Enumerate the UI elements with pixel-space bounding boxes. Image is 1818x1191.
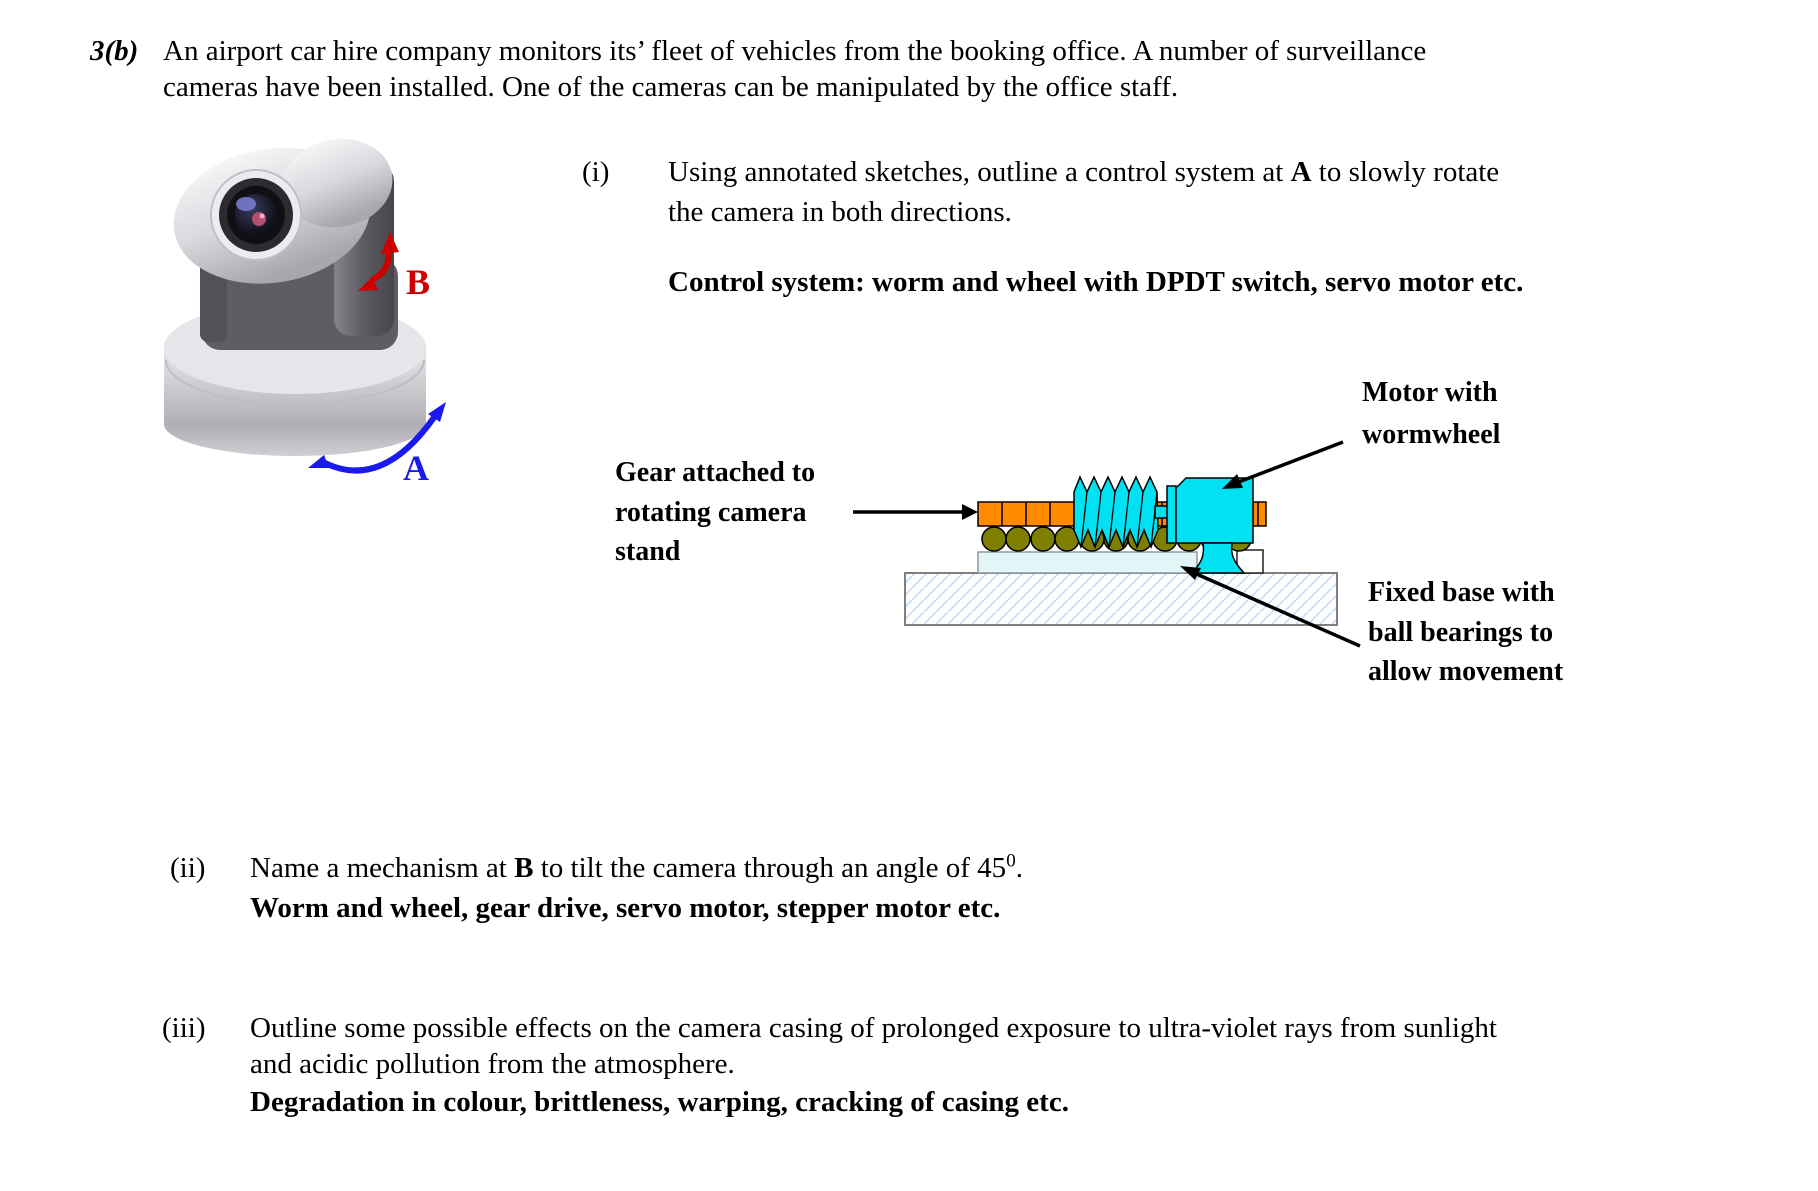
question-intro-line1: An airport car hire company monitors its’ fleet of vehicles from the booking office. A number of surveillance [163, 35, 1427, 67]
gear-label-line3: stand [615, 536, 681, 567]
fixed-base [905, 573, 1337, 625]
part-i-line2: the camera in both directions. [668, 196, 1012, 228]
part-i-line1-bold: A [1290, 156, 1312, 188]
part-i-marker: (i) [582, 156, 610, 188]
motor-label-line2: wormwheel [1362, 419, 1501, 450]
part-ii-degree-sup: 0 [1006, 850, 1016, 872]
pan-label-a: A [403, 448, 429, 488]
mechanism-diagram [600, 360, 1620, 700]
gear-label-line1: Gear attached to [615, 457, 816, 488]
part-i-answer: Control system: worm and wheel with DPDT switch, servo motor etc. [668, 266, 1524, 298]
base-label-line1: Fixed base with [1368, 577, 1555, 608]
part-ii-line1-end: . [1015, 852, 1023, 884]
camera-lens [211, 170, 301, 260]
part-ii-answer: Worm and wheel, gear drive, servo motor, stepper motor etc. [250, 892, 1001, 924]
base-label-line3: allow movement [1368, 656, 1564, 687]
pan-arrow-a-head-left [308, 455, 329, 468]
gear-label-line2: rotating camera [615, 497, 807, 528]
question-intro-line2: cameras have been installed. One of the cameras can be manipulated by the office staff. [163, 71, 1179, 103]
part-ii-line1-mid: to tilt the camera through an angle of 45 [533, 852, 1007, 884]
motor-label-line1: Motor with [1362, 377, 1498, 408]
part-iii-marker: (iii) [162, 1012, 206, 1044]
camera-photo [120, 108, 520, 508]
part-iii-line1: Outline some possible effects on the camera casing of prolonged exposure to ultra-violet rays from sunlight [250, 1012, 1497, 1044]
motor-end-plate [1167, 486, 1176, 543]
part-i-line1 [668, 154, 1499, 190]
part-i-line1-pre: Using annotated sketches, outline a control system at [668, 156, 1291, 188]
part-i-line1-post: to slowly rotate [1311, 156, 1500, 188]
base-label-line2: ball bearings to [1368, 617, 1554, 648]
part-ii-marker: (ii) [170, 852, 206, 884]
question-number: 3(b) [90, 35, 139, 67]
part-ii-line1-bold: B [514, 852, 534, 884]
part-iii-line2: and acidic pollution from the atmosphere. [250, 1048, 735, 1080]
part-ii-line1-pre: Name a mechanism at [250, 852, 515, 884]
platform [978, 552, 1197, 573]
gear-arrow-head [962, 504, 978, 520]
motor-arrow [1236, 442, 1343, 483]
tilt-label-b: B [406, 262, 431, 302]
part-iii-answer: Degradation in colour, brittleness, warping, cracking of casing etc. [250, 1086, 1069, 1118]
part-ii-line1 [250, 850, 1023, 886]
